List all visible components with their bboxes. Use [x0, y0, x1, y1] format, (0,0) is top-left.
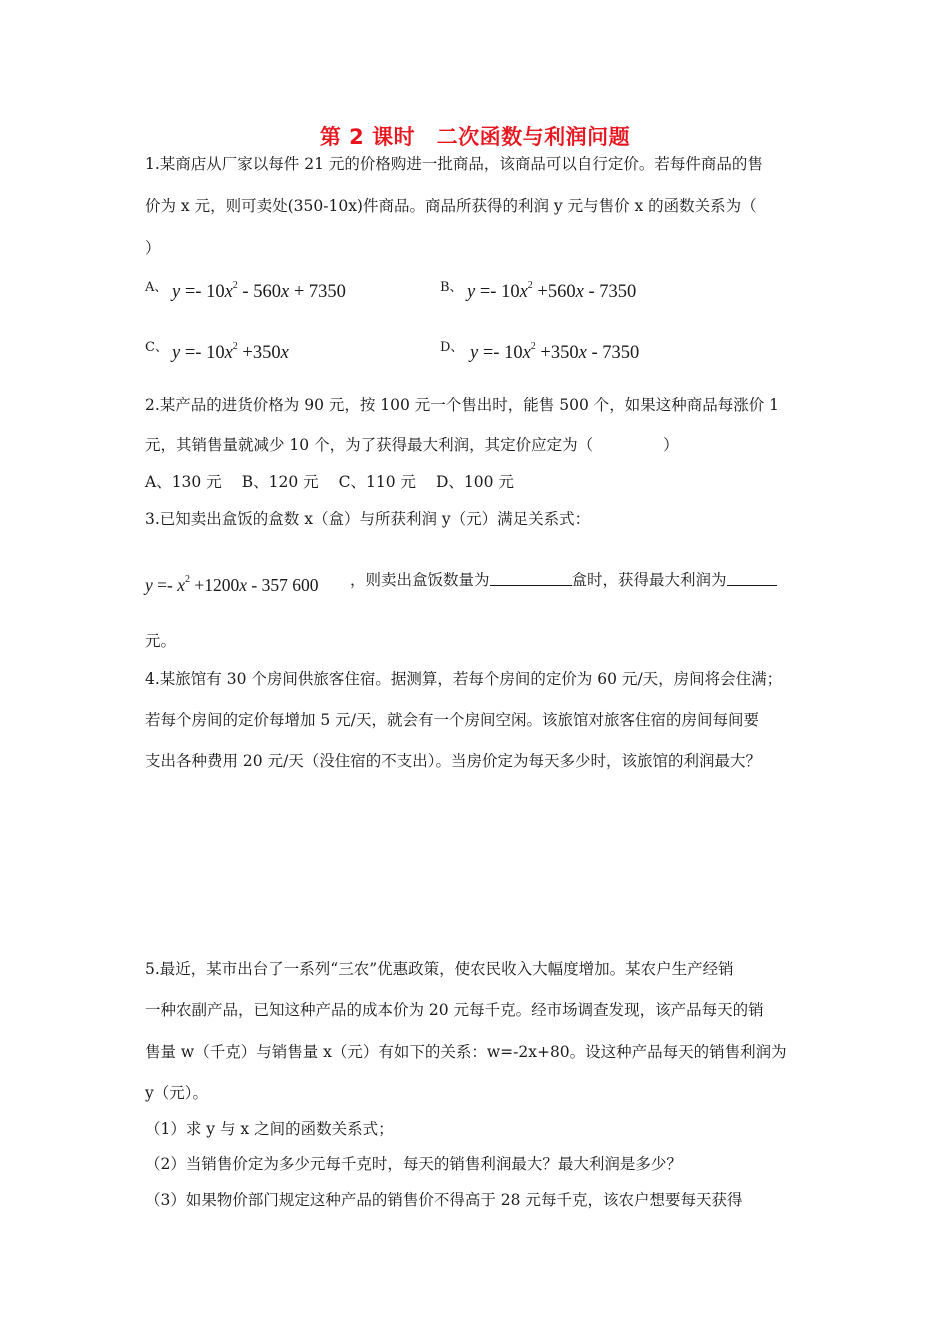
q2-option-b: B、120 元: [241, 473, 319, 491]
q3-blank-profit[interactable]: [727, 585, 777, 586]
q5-line-4: y（元）。: [145, 1084, 209, 1102]
q3-line-3: 元。: [145, 632, 177, 650]
q1-option-a-label: A、: [145, 280, 168, 295]
q3-line-2: [350, 568, 777, 590]
q2-line-1: 2.某产品的进货价格为 90 元，按 100 元一个售出时，能售 500 个，如果这种商品每涨价 1: [145, 396, 780, 414]
q3-text-a: ，则卖出盒饭数量为: [350, 571, 490, 589]
q2-line-2-text: 元，其销售量就减少 10 个，为了获得最大利润，其定价应定为（: [145, 436, 594, 454]
q5-sub-1: （1）求 y 与 x 之间的函数关系式；: [145, 1120, 394, 1138]
q2-option-d: D、100 元: [436, 473, 514, 491]
q2-option-a: A、130 元: [145, 473, 222, 491]
q5-sub-2: （2）当销售价定为多少元每千克时，每天的销售利润最大？最大利润是多少？: [145, 1155, 682, 1173]
q1-option-b-label: B、: [440, 280, 463, 295]
q5-sub-3: （3）如果物价部门规定这种产品的销售价不得高于 28 元每千克，该农户想要每天获得: [145, 1191, 743, 1209]
q4-line-1: 4.某旅馆有 30 个房间供旅客住宿。据测算，若每个房间的定价为 60 元/天，房间将会住满；: [145, 670, 783, 688]
q2-line-2-close: ）: [663, 436, 679, 454]
q1-option-a-formula: $y =- 10x^2 - 560x + 7350$: [172, 280, 346, 302]
q5-line-1: 5.最近，某市出台了一系列“三农”优惠政策，使农民收入大幅度增加。某农户生产经销: [145, 960, 734, 978]
q2-option-c: C、110 元: [338, 473, 416, 491]
q2-line-2: [145, 433, 679, 455]
q4-line-3: 支出各种费用 20 元/天（没住宿的不支出）。当房价定为每天多少时，该旅馆的利润最大？: [145, 752, 762, 770]
q3-formula: $y =- x^2 +1200x - 357$ 600: [145, 574, 319, 595]
q1-option-c-label: C、: [145, 340, 168, 355]
q4-line-2: 若每个房间的定价每增加 5 元/天，就会有一个房间空闲。该旅馆对旅客住宿的房间每间要: [145, 711, 759, 729]
q1-option-b-formula: $y =- 10x^2 +560x - 7350$: [467, 280, 637, 302]
page-title: 第 2 课时 二次函数与利润问题: [319, 125, 631, 149]
q3-text-b: 盒时，获得最大利润为: [571, 571, 727, 589]
q1-option-d-formula: $y =- 10x^2 +350x - 7350$: [470, 341, 640, 363]
q1-line-1: 1.某商店从厂家以每件 21 元的价格购进一批商品，该商品可以自行定价。若每件商品的售: [145, 155, 763, 173]
q3-blank-quantity[interactable]: [490, 585, 572, 586]
q5-line-3: 售量 w（千克）与销售量 x（元）有如下的关系：w=-2x+80。设这种产品每天的销售利润为: [145, 1043, 787, 1061]
q3-line-1: 3.已知卖出盒饭的盒数 x（盒）与所获利润 y（元）满足关系式：: [145, 510, 591, 528]
q1-option-c-formula: $y =- 10x^2 +350x$: [172, 341, 289, 363]
q5-line-2: 一种农副产品，已知这种产品的成本价为 20 元每千克。经市场调查发现，该产品每天的销: [145, 1001, 764, 1019]
q1-line-2: 价为 x 元，则可卖处(350-10x)件商品。商品所获得的利润 y 元与售价 x 的函数关系为（: [145, 197, 757, 215]
q1-option-d-label: D、: [440, 340, 464, 355]
q2-options: [145, 470, 514, 492]
q1-line-3: ）: [145, 239, 161, 257]
